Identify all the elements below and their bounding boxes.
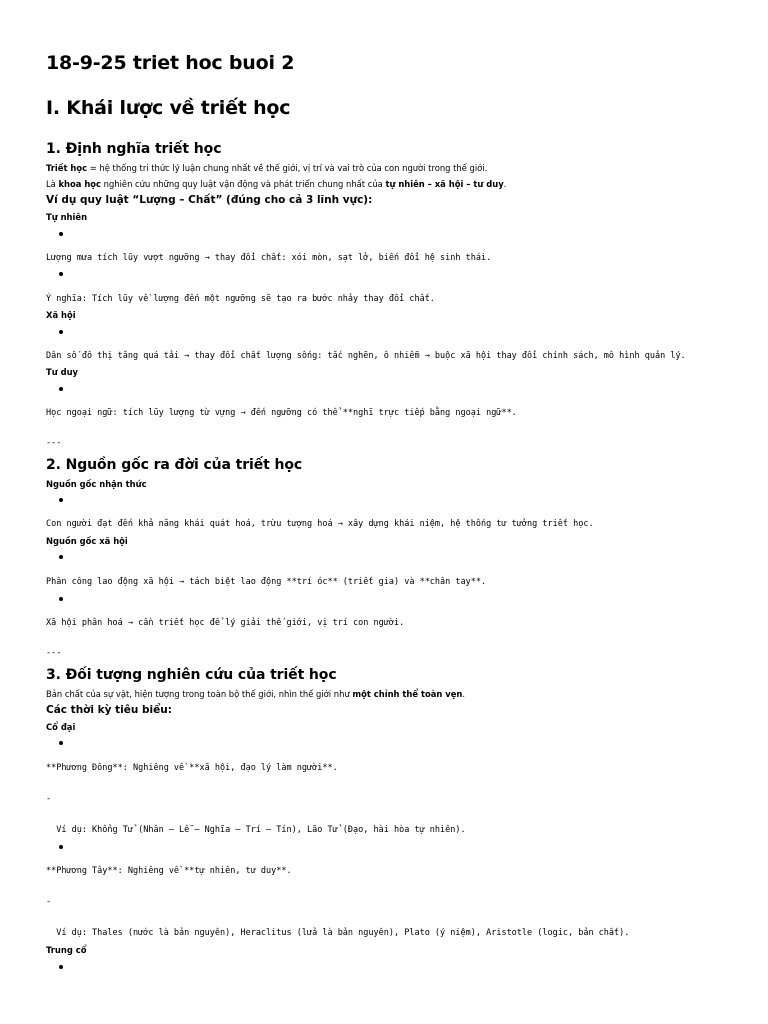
bullet-marker	[59, 845, 63, 849]
separator: ---	[46, 438, 62, 448]
bullet-marker	[59, 597, 63, 601]
social-origin-text-2: Xã hội phân hoá → cần triết học để lý giải thế giới, vị trí con người.	[46, 618, 405, 628]
term-tu-nhien-xa-hoi-tu-duy: tự nhiên – xã hội – tư duy	[385, 179, 504, 189]
object-description-text-b: .	[462, 689, 466, 699]
society-text: Dân số đô thị tăng quá tải → thay đổi chất lượng sống: tắc nghẽn, ô nhiễm → buộc xã hội thay đổi chính sách, mô hình quản lý.	[46, 351, 686, 361]
nature-text-1: Lượng mưa tích lũy vượt ngưỡng → thay đổi chất: xói mòn, sạt lở, biến đổi hệ sinh thái.	[46, 253, 492, 263]
dash: -	[46, 794, 52, 804]
section-1-title: I. Khái lược về triết học	[46, 97, 291, 119]
label-thinking: Tư duy	[46, 367, 79, 377]
bullet-marker	[59, 232, 63, 236]
bullet-marker	[59, 741, 63, 745]
definition-line-2-text-b: nghiên cứu những quy luật vận động và phát triển chung nhất của	[101, 179, 386, 189]
west-text: **Phương Tây**: Nghiêng về **tự nhiên, tư duy**.	[46, 866, 292, 876]
term-khoa-hoc: khoa học	[58, 179, 102, 189]
east-text: **Phương Đông**: Nghiêng về **xã hội, đạo lý làm người**.	[46, 763, 338, 773]
thinking-text: Học ngoại ngữ: tích lũy lượng từ vựng → đến ngưỡng có thể **nghĩ trực tiếp bằng ngoại ngữ**.	[46, 408, 517, 418]
origin-heading: 2. Nguồn gốc ra đời của triết học	[46, 457, 303, 473]
label-social-origin: Nguồn gốc xã hội	[46, 536, 128, 546]
definition-line-2-text-c: .	[503, 179, 507, 189]
bullet-marker	[59, 330, 63, 334]
bullet-marker	[59, 272, 63, 276]
bullet-marker	[59, 498, 63, 502]
definition-heading: 1. Định nghĩa triết học	[46, 141, 222, 157]
object-description-text-a: Bản chất của sự vật, hiện tượng trong toàn bộ thế giới, nhìn thế giới như	[46, 689, 353, 699]
cognitive-origin-text: Con người đạt đến khả năng khái quát hoá, trừu tượng hoá → xây dựng khái niệm, hệ thống tư tưởng triết học.	[46, 519, 594, 529]
separator: ---	[46, 648, 62, 658]
label-cognitive-origin: Nguồn gốc nhận thức	[46, 479, 147, 489]
term-chinh-the-toan-ven: một chỉnh thể toàn vẹn	[352, 689, 463, 699]
bullet-marker	[59, 965, 63, 969]
label-society: Xã hội	[46, 310, 76, 320]
periods-heading: Các thời kỳ tiêu biểu:	[46, 704, 172, 716]
definition-line-2-text-a: Là	[46, 179, 59, 189]
object-description	[46, 689, 465, 699]
object-heading: 3. Đối tượng nghiên cứu của triết học	[46, 667, 337, 683]
nature-text-2: Ý nghĩa: Tích lũy về lượng đến một ngưỡng sẽ tạo ra bước nhảy thay đổi chất.	[46, 294, 435, 304]
label-nature: Tự nhiên	[46, 212, 88, 222]
social-origin-text-1: Phân công lao động xã hội → tách biệt lao động **trí óc** (triết gia) và **chân tay**.	[46, 577, 487, 587]
label-medieval: Trung cổ	[46, 945, 87, 955]
term-triet-hoc: Triết học	[46, 163, 88, 173]
document-title: 18-9-25 triet hoc buoi 2	[46, 52, 295, 74]
label-ancient: Cổ đại	[46, 722, 76, 732]
east-example: Ví dụ: Khổng Tử (Nhân – Lễ – Nghĩa – Trí – Tín), Lão Tử (Đạo, hài hòa tự nhiên).	[46, 825, 466, 835]
dash: -	[46, 897, 52, 907]
bullet-marker	[59, 387, 63, 391]
definition-line-2	[46, 179, 506, 189]
bullet-marker	[59, 555, 63, 559]
west-example: Ví dụ: Thales (nước là bản nguyên), Heraclitus (lửa là bản nguyên), Plato (ý niệm), Aristotle (logic, bản chất).	[46, 928, 630, 938]
definition-line-1	[46, 163, 487, 173]
definition-line-1-text: = hệ thống tri thức lý luận chung nhất về thế giới, vị trí và vai trò của con người trong thế giới.	[87, 163, 488, 173]
example-heading: Ví dụ quy luật “Lượng – Chất” (đúng cho cả 3 lĩnh vực):	[46, 194, 373, 206]
